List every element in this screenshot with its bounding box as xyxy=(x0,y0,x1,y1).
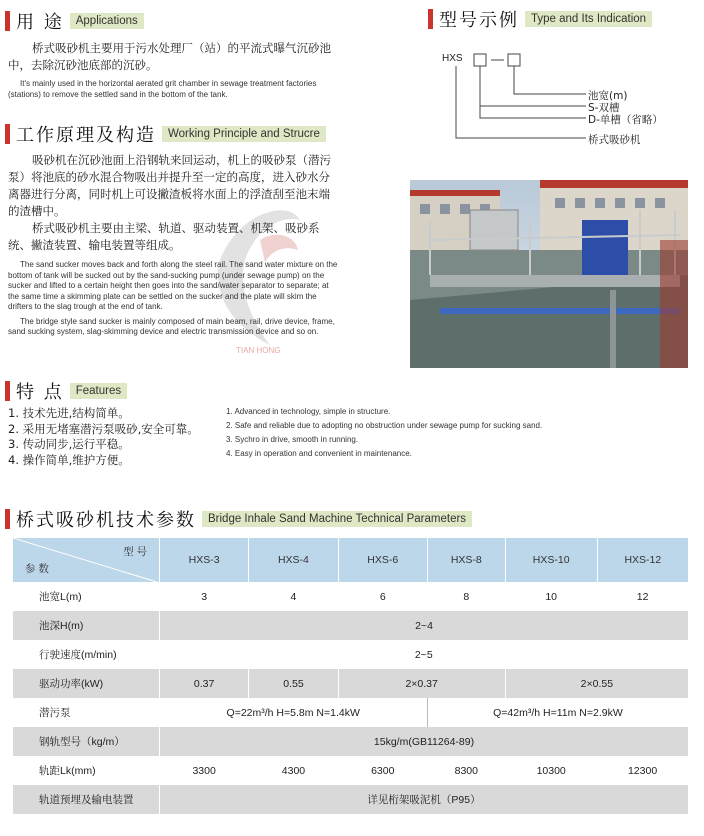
table-row xyxy=(13,582,688,611)
table-row xyxy=(13,669,688,698)
principle-heading xyxy=(5,123,326,145)
heading-accent-bar xyxy=(5,509,10,529)
table-row xyxy=(13,640,688,669)
specs-heading xyxy=(5,508,472,530)
principle-title-zh: 工作原理及构造 xyxy=(16,125,156,146)
table-cell: 3300 xyxy=(192,764,216,777)
corner-bottom-label: 参 数 xyxy=(25,563,49,575)
principle-text-en-1: The sand sucker moves back and forth along the steel rail. The sand water mixture on the bottom of tank will be sucked out by the sand-sucking pump (under sewage pump) on the sucker and lifted to a certain height then goes into the sand/water separator to separate; at the same time a skimming plate can be settled on the sucker and the plate will skim the drifters to the slag trough at the end of tank. xyxy=(8,260,338,311)
applications-text-en: It's mainly used in the horizontal aerated grit chamber in sewage treatment factories (stations) to remove the settled sand in the bottom of the tank. xyxy=(8,79,317,99)
applications-heading xyxy=(5,10,144,32)
heading-accent-bar xyxy=(428,9,433,29)
feature-zh-item: 3. 传动同步,运行平稳。 xyxy=(8,437,130,451)
table-cell: 8 xyxy=(463,590,470,603)
heading-accent-bar xyxy=(5,381,10,401)
principle-text-zh-2: 桥式吸砂机主要由主梁、轨道、驱动装置、机架、吸砂系统、撇渣装置、输电装置等组成。 xyxy=(8,221,320,252)
type-diagram-lines xyxy=(436,48,696,148)
row-label: 轨道预埋及输电装置 xyxy=(13,785,160,814)
corner-cell xyxy=(13,538,160,582)
row-label: 池深H(m) xyxy=(13,611,160,640)
table-cell: 0.55 xyxy=(249,669,338,698)
table-cell: 0.37 xyxy=(160,669,249,698)
feature-en-item: 4. Easy in operation and convenient in maintenance. xyxy=(226,449,412,458)
row-label: 轨距Lk(mm) xyxy=(39,765,96,777)
type-label-double: S-双槽 xyxy=(588,102,620,114)
heading-accent-bar xyxy=(5,124,10,144)
feature-en-item: 1. Advanced in technology, simple in structure. xyxy=(226,407,391,416)
features-title-zh: 特 点 xyxy=(16,382,64,403)
applications-text-zh: 桥式吸砂机主要用于污水处理厂（站）的平流式曝气沉砂池中，去除沉砂池底部的沉砂。 xyxy=(8,41,331,72)
feature-zh-item: 1. 技术先进,结构简单。 xyxy=(8,406,130,420)
table-header-row xyxy=(13,538,688,582)
corner-top-label: 型 号 xyxy=(123,546,147,558)
type-label-width: 池宽(m) xyxy=(588,90,628,102)
row-label: 行驶速度(m/min) xyxy=(39,649,117,661)
table-cell: 12300 xyxy=(627,764,658,777)
table-cell: 10300 xyxy=(536,764,566,777)
table-cell: 3 xyxy=(201,590,208,603)
applications-title-en: Applications xyxy=(70,13,144,29)
type-title-en: Type and Its Indication xyxy=(525,11,652,27)
applications-body xyxy=(8,40,348,100)
principle-title-en: Working Principle and Strucre xyxy=(162,126,326,142)
table-row xyxy=(13,611,688,640)
table-row xyxy=(13,727,688,756)
row-label: 驱动功率(kW) xyxy=(13,669,160,698)
row-label: 钢轨型号（kg/m） xyxy=(13,727,160,756)
table-cell: Q=22m³/h H=5.8m N=1.4kW xyxy=(160,698,428,727)
machine-photo xyxy=(410,180,688,368)
principle-text-en-2: The bridge style sand sucker is mainly composed of main beam, rail, drive device, frame, sand sucking system, slag-skimming device and electric transmission device and so on. xyxy=(8,316,335,336)
table-row xyxy=(13,698,688,727)
applications-title-zh: 用 途 xyxy=(16,12,64,33)
principle-text-zh-1: 吸砂机在沉砂池面上沿钢轨来回运动，机上的吸砂泵（潜污泵）将池底的砂水混合物吸出并提升至一定的高度，进入砂水分离器进行分离，同时机上可设撇渣板将水面上的浮渣刮至池末端的渣槽中。 xyxy=(8,153,331,218)
features-heading xyxy=(5,380,127,402)
table-cell: 2×0.55 xyxy=(505,669,688,698)
type-label-single: D-单槽（省略） xyxy=(588,114,663,126)
table-cell: 6 xyxy=(379,590,386,603)
specs-table xyxy=(13,538,688,814)
model-header: HXS-3 xyxy=(160,538,249,582)
table-cell: 4300 xyxy=(281,764,306,777)
model-header: HXS-4 xyxy=(249,538,338,582)
row-label: 潜污泵 xyxy=(39,707,71,719)
table-cell: 6300 xyxy=(371,764,395,777)
table-row xyxy=(13,756,688,785)
table-cell: 2×0.37 xyxy=(338,669,505,698)
table-row xyxy=(13,785,688,814)
type-title-zh: 型号示例 xyxy=(439,10,519,31)
type-heading xyxy=(428,8,652,30)
table-cell: 详见桁架吸泥机（P95） xyxy=(160,785,689,814)
model-header: HXS-12 xyxy=(597,538,688,582)
row-label: 池宽L(m) xyxy=(39,591,82,603)
table-cell: Q=42m³/h H=11m N=2.9kW xyxy=(493,706,623,719)
type-label-machine: 桥式吸砂机 xyxy=(588,134,641,146)
specs-title-zh: 桥式吸砂机技术参数 xyxy=(16,510,196,531)
table-cell: 8300 xyxy=(454,764,478,777)
feature-zh-item: 4. 操作简单,维护方便。 xyxy=(8,452,130,467)
principle-body xyxy=(8,152,341,338)
features-list-zh xyxy=(8,406,223,468)
table-cell: 15kg/m(GB11264-89) xyxy=(160,727,689,756)
feature-zh-item: 2. 采用无堵塞潜污泵吸砂,安全可靠。 xyxy=(8,421,199,436)
table-cell: 2~5 xyxy=(414,648,433,661)
model-header: HXS-6 xyxy=(338,538,427,582)
heading-accent-bar xyxy=(5,11,10,31)
feature-en-item: 3. Sychro in drive, smooth in running. xyxy=(226,435,359,444)
model-header: HXS-10 xyxy=(505,538,597,582)
feature-en-item: 2. Safe and reliable due to adopting no obstruction under sewage pump for sucking sand. xyxy=(226,421,543,430)
features-title-en: Features xyxy=(70,383,127,399)
features-list-en xyxy=(226,405,696,461)
type-code: HXS xyxy=(442,53,463,64)
table-cell: 10 xyxy=(545,590,558,603)
specs-title-en: Bridge Inhale Sand Machine Technical Parameters xyxy=(202,511,472,527)
table-cell: 12 xyxy=(636,590,649,603)
table-cell: 2~4 xyxy=(160,611,689,640)
type-diagram xyxy=(436,48,696,148)
machine-photo-image xyxy=(410,180,688,368)
model-header: HXS-8 xyxy=(427,538,505,582)
watermark-text: TIAN HONG xyxy=(236,346,281,355)
table-cell: 4 xyxy=(290,590,297,603)
